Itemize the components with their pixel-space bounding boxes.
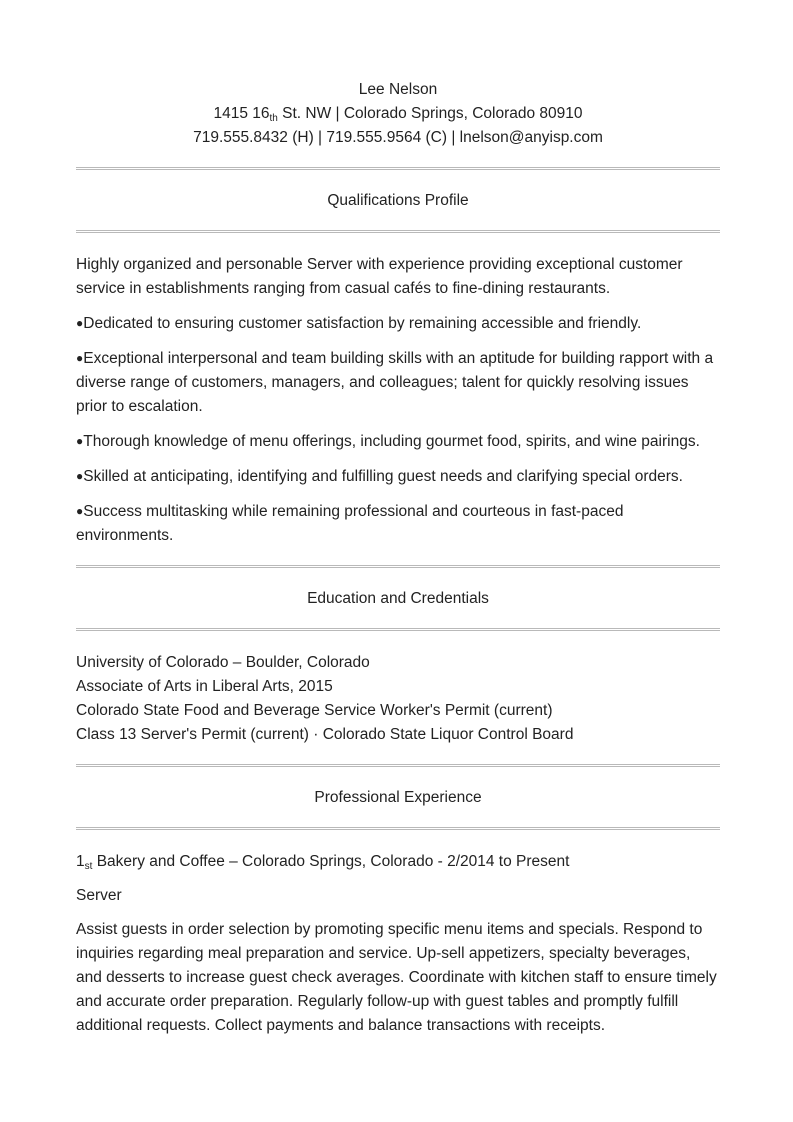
bullet-icon: ●	[76, 351, 84, 365]
employer-ordinal: 1	[76, 853, 85, 870]
resume-page	[76, 78, 720, 1048]
address-ordinal-suffix: th	[269, 113, 278, 124]
bullet-text: Skilled at anticipating, identifying and fulfilling guest needs and clarifying special orders.	[83, 468, 683, 485]
bullet-icon: ●	[76, 434, 84, 448]
candidate-address	[76, 102, 720, 126]
bullet-text: Success multitasking while remaining professional and courteous in fast-paced environments.	[76, 503, 624, 544]
resume-header	[76, 78, 720, 150]
experience-title: Professional Experience	[314, 789, 482, 806]
employer-details: Bakery and Coffee – Colorado Springs, Colorado - 2/2014 to Present	[92, 853, 570, 870]
qualification-bullet	[76, 346, 720, 419]
bullet-icon: ●	[76, 316, 84, 330]
candidate-name: Lee Nelson	[358, 81, 438, 98]
address-street-number: 1415 16	[213, 105, 270, 122]
qualification-bullet	[76, 464, 720, 489]
education-section	[76, 651, 720, 747]
bullet-text: Exceptional interpersonal and team building skills with an aptitude for building rapport with a diverse range of customers, managers, and colleagues; talent for quickly resolving issues prior to escalation.	[76, 350, 714, 415]
qualifications-title: Qualifications Profile	[327, 192, 469, 209]
bullet-text: Thorough knowledge of menu offerings, including gourmet food, spirits, and wine pairings.	[83, 433, 700, 450]
qualification-bullet	[76, 499, 720, 548]
education-line: Class 13 Server's Permit (current) · Colorado State Liquor Control Board	[76, 726, 574, 743]
qualifications-section	[76, 253, 720, 548]
employer-ordinal-suffix: st	[84, 861, 93, 872]
bullet-icon: ●	[76, 469, 84, 483]
job-role: Server	[76, 887, 122, 904]
education-line: University of Colorado – Boulder, Colorado	[76, 654, 370, 671]
education-line: Associate of Arts in Liberal Arts, 2015	[76, 678, 333, 695]
job-description: Assist guests in order selection by promoting specific menu items and specials. Respond to inquiries regarding meal preparation and service. Up-sell appetizers, specialty beverages, and desserts to increase guest check averages. Coordinate with kitchen staff to ensure timely and accurate order preparation. Regularly follow-up with guest tables and promptly fulfill additional requests. Collect payments and balance transactions with receipts.	[76, 921, 717, 1034]
education-title: Education and Credentials	[307, 590, 489, 607]
candidate-contact: 719.555.8432 (H) | 719.555.9564 (C) | lnelson@anyisp.com	[193, 129, 603, 146]
experience-section	[76, 850, 720, 1038]
employer-line	[76, 850, 720, 874]
education-line: Colorado State Food and Beverage Service Worker's Permit (current)	[76, 702, 553, 719]
address-remainder: St. NW | Colorado Springs, Colorado 80910	[277, 105, 583, 122]
bullet-text: Dedicated to ensuring customer satisfaction by remaining accessible and friendly.	[83, 315, 642, 332]
qualification-bullet	[76, 429, 720, 454]
qualification-bullet	[76, 311, 720, 336]
bullet-icon: ●	[76, 504, 84, 518]
qualifications-summary: Highly organized and personable Server with experience providing exceptional customer service in establishments ranging from casual cafés to fine-dining restaurants.	[76, 256, 683, 297]
